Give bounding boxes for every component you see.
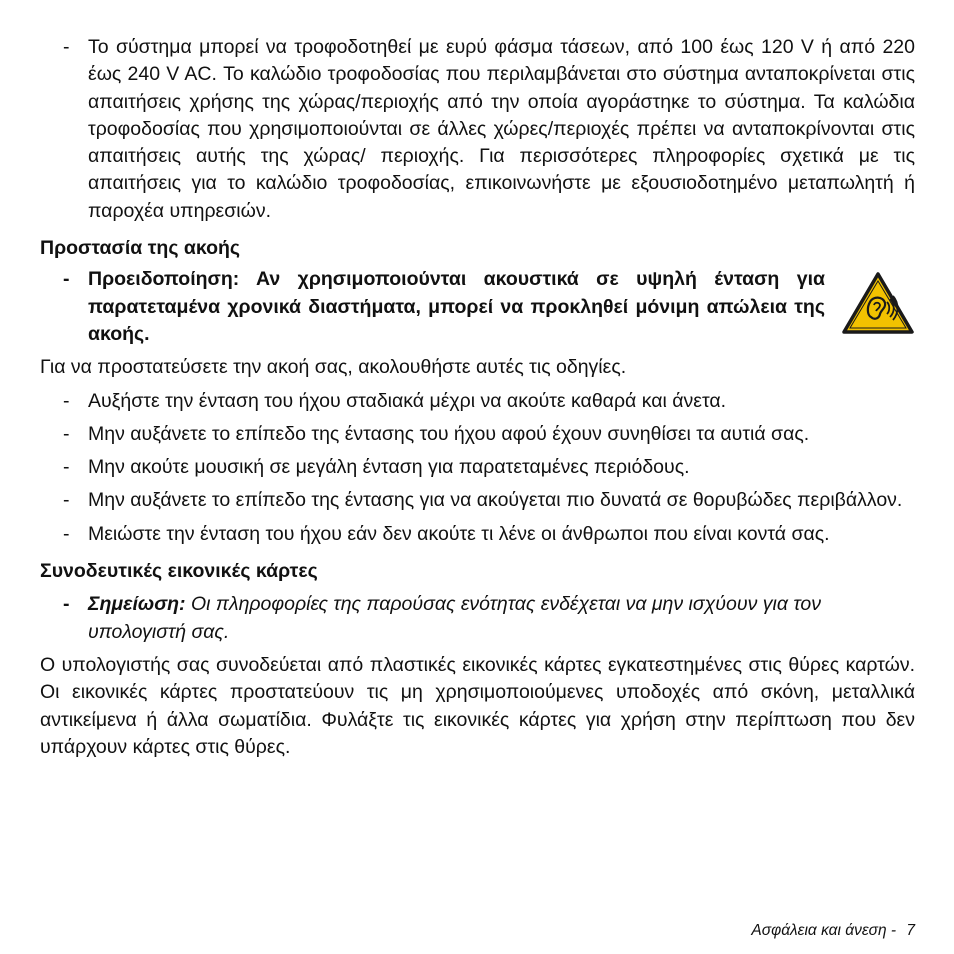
page-number: 7 [906,922,915,939]
hearing-item [40,454,915,481]
hearing-warning-icon [841,271,915,335]
hearing-heading: Προστασία της ακοής [40,237,241,260]
footer-section-title: Ασφάλεια και άνεση [751,922,887,939]
bullet-dash: - [63,422,70,445]
bullet-dash: - [63,489,70,512]
page-footer [751,917,915,944]
hearing-item [40,487,915,514]
hearing-warning [40,266,915,348]
hearing-item [40,521,915,548]
document-page [40,34,915,761]
hearing-item [40,388,915,415]
hearing-item-text: Μην αυξάνετε το επίπεδο της έντασης του ήχου αφού έχουν συνηθίσει τα αυτιά σας. [88,422,810,445]
note-label: Σημείωση: [88,593,186,616]
bullet-dash: - [63,522,70,545]
bullet-dash: - [63,36,70,58]
hearing-intro: Για να προστατεύσετε την ακοή σας, ακολουθήστε αυτές τις οδηγίες. [40,356,627,379]
hearing-item-text: Μην ακούτε μουσική σε μεγάλη ένταση για παρατεταμένες περιόδους. [88,456,690,479]
hearing-item-text: Μειώστε την ένταση του ήχου εάν δεν ακούτε τι λένε οι άνθρωποι που είναι κοντά σας. [88,522,830,545]
bullet-dash: - [63,389,70,412]
dummy-cards-paragraph: Ο υπολογιστής σας συνοδεύεται από πλαστικές εικονικές κάρτες εγκατεστημένες στις θύρες καρτών. Οι εικονικές κάρτες προστατεύουν τις μη χρησιμοποιούμενες υποδοχές από σκόνη, μεταλλικά αντικείμενα ή άλλα σωματίδια. Φυλάξτε τις εικονικές κάρτες για χρήση στην περίπτωση που δεν υπάρχουν κάρτες στις θύρες. [40,653,915,758]
warning-text: Αν χρησιμοποιούνται ακουστικά σε υψηλή ένταση για παρατεταμένα χρονικά διαστήματα, μπορεί να προκληθεί μόνιμη απώλεια της ακοής. [88,268,825,345]
footer-separator: - [890,922,897,939]
hearing-item-text: Μην αυξάνετε το επίπεδο της έντασης για να ακούγεται πιο δυνατά σε θορυβώδες περιβάλλον. [88,489,903,512]
bullet-dash: - [63,268,70,291]
note-bullet [40,591,915,646]
hearing-item [40,421,915,448]
warning-bullet [40,266,825,348]
hearing-item-text: Αυξήστε την ένταση του ήχου σταδιακά μέχρι να ακούτε καθαρά και άνετα. [88,389,727,412]
power-bullet [40,34,915,225]
bullet-dash: - [63,456,70,479]
warning-label: Προειδοποίηση: [88,268,240,291]
bullet-dash: - [63,593,70,616]
power-bullet-text: Το σύστημα μπορεί να τροφοδοτηθεί με ευρύ φάσμα τάσεων, από 100 έως 120 V ή από 220 έως 240 V AC. Το καλώδιο τροφοδοσίας που περιλαμβάνεται στο σύστημα ανταποκρίνεται στις απαιτήσεις χρήσης της χώρας/περιοχής από την οποία αγοράστηκε το σύστημα. Τα καλώδια τροφοδοσίας που χρησιμοποιούνται σε άλλες χώρες/περιοχές πρέπει να ανταποκρίνονται στις απαιτήσεις αυτής της χώρας/ περιοχής. Για περισσότερες πληροφορίες σχετικά με τις απαιτήσεις για το καλώδιο τροφοδοσίας, επικοινωνήστε με εξουσιοδοτημένο μεταπωλητή ή παροχέα υπηρεσιών. [88,36,915,222]
dummy-cards-heading: Συνοδευτικές εικονικές κάρτες [40,560,318,583]
note-text: Οι πληροφορίες της παρούσας ενότητας ενδέχεται να μην ισχύουν για τον υπολογιστή σας. [88,593,821,643]
